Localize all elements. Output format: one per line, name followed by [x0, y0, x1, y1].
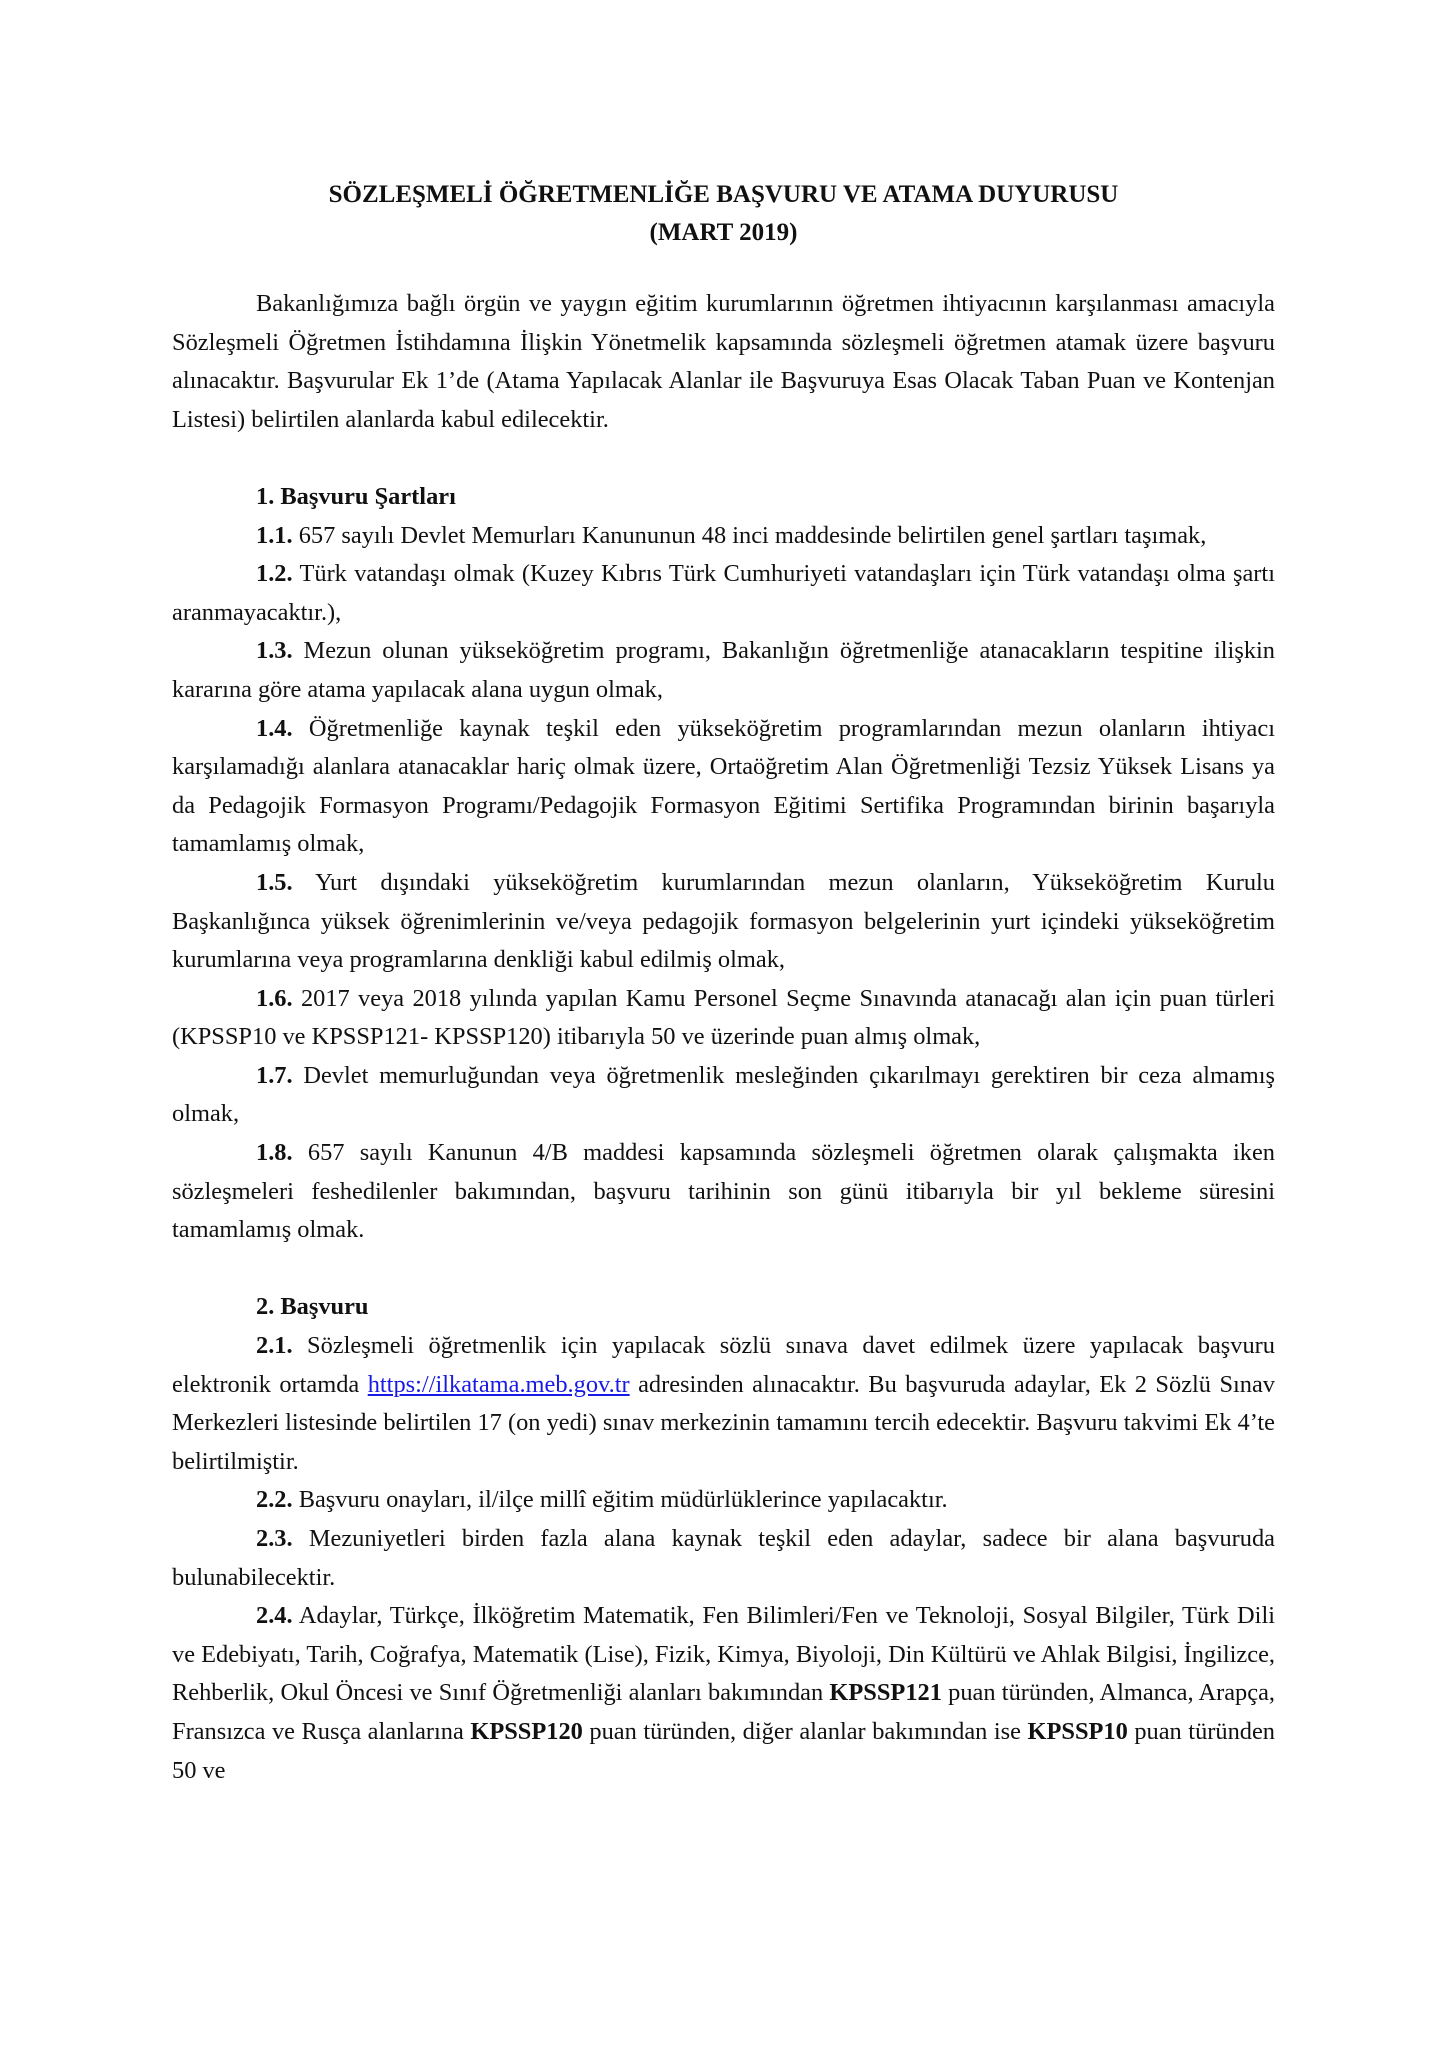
application-link[interactable]: https://ilkatama.meb.gov.tr: [367, 1370, 630, 1398]
clause-1-7: [172, 1057, 1275, 1134]
clause-text: puan türünden, Almanca, Arapça, Fransızca ve Rusça alanlarına: [172, 1679, 1275, 1745]
clause-2-2: [172, 1481, 1275, 1520]
clause-text: adresinden alınacaktır. Bu başvuruda adaylar, Ek 2 Sözlü Sınav Merkezleri listesinde belirtilen 17 (on yedi) sınav merkezinin tamamını tercih edecektir. Başvuru takvimi Ek 4’te belirtilmiştir.: [172, 1370, 1275, 1475]
clause-text: puan türünden, diğer alanlar bakımından ise: [582, 1717, 1028, 1745]
clause-number: 1.1.: [256, 521, 293, 549]
clause-text: 657 sayılı Kanunun 4/B maddesi kapsamında sözleşmeli öğretmen olarak çalışmakta iken sözleşmeleri feshedilenler bakımından, başvuru tarihinin son günü itibarıyla bir yıl bekleme süresini tamamlamış olmak.: [172, 1139, 1275, 1244]
clause-number: 1.2.: [256, 560, 293, 588]
clause-1-8: [172, 1134, 1275, 1250]
clause-text: Adaylar, Türkçe, İlköğretim Matematik, Fen Bilimleri/Fen ve Teknoloji, Sosyal Bilgiler, Türk Dili ve Edebiyatı, Tarih, Coğrafya, Matematik (Lise), Fizik, Kimya, Biyoloji, Din Kültürü ve Ahlak Bilgisi, İngilizce, Rehberlik, Okul Öncesi ve Sınıf Öğretmenliği alanları bakımından: [172, 1602, 1275, 1707]
clause-number: 1.3.: [256, 637, 293, 665]
document-body: [172, 285, 1275, 1790]
clause-1-1: [172, 517, 1275, 556]
score-type-kpssp120: KPSSP120: [470, 1717, 583, 1745]
clause-text: puan türünden 50 ve: [172, 1717, 1275, 1784]
clause-number: 1.5.: [256, 868, 293, 896]
section-2-heading: 2. Başvuru: [256, 1293, 369, 1321]
clause-text: Başvuru onayları, il/ilçe millî eğitim müdürlüklerince yapılacaktır.: [298, 1486, 948, 1514]
clause-1-5: [172, 864, 1275, 980]
title-line-2: (MART 2019): [649, 219, 798, 246]
clause-1-3: [172, 632, 1275, 709]
document-title: [172, 176, 1275, 252]
clause-text: Öğretmenliğe kaynak teşkil eden yükseköğretim programlarından mezun olanların ihtiyacı karşılamadığı alanlara atanacaklar hariç olmak üzere, Ortaöğretim Alan Öğretmenliği Tezsiz Yüksek Lisans ya da Pedagojik Formasyon Programı/Pedagojik Formasyon Eğitimi Sertifika Programından birinin başarıyla tamamlamış olmak,: [172, 714, 1275, 858]
score-type-kpssp10: KPSSP10: [1027, 1717, 1128, 1745]
clause-text: Sözleşmeli öğretmenlik için yapılacak sözlü sınava davet edilmek üzere yapılacak başvuru elektronik ortamda: [172, 1332, 1275, 1398]
clause-1-2: [172, 555, 1275, 632]
clause-text: Devlet memurluğundan veya öğretmenlik mesleğinden çıkarılmayı gerektiren bir ceza almamış olmak,: [172, 1061, 1275, 1128]
title-line-1: SÖZLEŞMELİ ÖĞRETMENLİĞE BAŞVURU VE ATAMA DUYURUSU: [328, 181, 1119, 208]
clause-number: 1.7.: [256, 1061, 293, 1089]
clause-number: 2.1.: [256, 1332, 293, 1360]
section-1-heading: 1. Başvuru Şartları: [256, 482, 456, 510]
clause-text: Yurt dışındaki yükseköğretim kurumlarından mezun olanların, Yükseköğretim Kurulu Başkanlığınca yüksek öğrenimlerinin ve/veya pedagojik formasyon belgelerinin yurt içindeki yükseköğretim kurumlarına veya programlarına denkliği kabul edilmiş olmak,: [172, 868, 1275, 974]
intro-paragraph: Bakanlığımıza bağlı örgün ve yaygın eğitim kurumlarının öğretmen ihtiyacının karşılanması amacıyla Sözleşmeli Öğretmen İstihdamına İlişkin Yönetmelik kapsamında sözleşmeli öğretmen atamak üzere başvuru alınacaktır. Başvurular Ek 1’de (Atama Yapılacak Alanlar ile Başvuruya Esas Olacak Taban Puan ve Kontenjan Listesi) belirtilen alanlarda kabul edilecektir.: [172, 290, 1275, 433]
section-1: [172, 478, 1275, 1250]
clause-number: 1.8.: [256, 1139, 293, 1167]
clause-number: 2.4.: [256, 1602, 293, 1630]
clause-1-6: [172, 980, 1275, 1057]
score-type-kpssp121: KPSSP121: [829, 1679, 942, 1707]
clause-number: 2.3.: [256, 1525, 293, 1552]
clause-text: Türk vatandaşı olmak (Kuzey Kıbrıs Türk Cumhuriyeti vatandaşları için Türk vatandaşı olma şartı aranmayacaktır.),: [172, 560, 1275, 626]
section-spacer: [172, 1250, 1275, 1289]
clause-number: 2.2.: [256, 1486, 293, 1514]
clause-2-4: [172, 1597, 1275, 1790]
section-2: [172, 1288, 1275, 1790]
clause-text: 657 sayılı Devlet Memurları Kanununun 48 inci maddesinde belirtilen genel şartları taşımak,: [298, 521, 1207, 549]
clause-2-1: [172, 1327, 1275, 1481]
clause-1-4: [172, 710, 1275, 864]
clause-number: 1.6.: [256, 984, 293, 1012]
clause-number: 1.4.: [256, 714, 293, 742]
clause-text: Mezuniyetleri birden fazla alana kaynak teşkil eden adaylar, sadece bir alana başvuruda bulunabilecektir.: [172, 1525, 1275, 1591]
clause-text: Mezun olunan yükseköğretim programı, Bakanlığın öğretmenliğe atanacakların tespitine ilişkin kararına göre atama yapılacak alana uygun olmak,: [172, 637, 1275, 703]
clause-text: 2017 veya 2018 yılında yapılan Kamu Personel Seçme Sınavında atanacağı alan için puan türleri (KPSSP10 ve KPSSP121- KPSSP120) itibarıyla 50 ve üzerinde puan almış olmak,: [172, 984, 1275, 1051]
clause-2-3: [172, 1520, 1275, 1597]
